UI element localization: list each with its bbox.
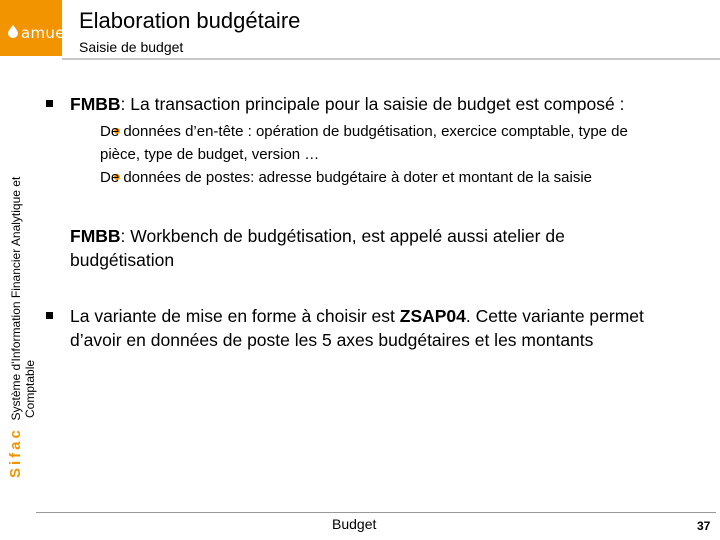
bullet-3 xyxy=(70,304,670,352)
logo-text: amue xyxy=(21,24,65,42)
bullet-square-icon xyxy=(46,312,53,319)
header-divider xyxy=(62,58,720,60)
side-line-2: Comptable xyxy=(23,359,37,418)
slide-title: Elaboration budgétaire xyxy=(79,8,301,33)
amue-logo xyxy=(0,0,65,56)
side-line-1: Système d'Information Financier Analytique et xyxy=(9,176,23,421)
footer-label: Budget xyxy=(332,516,377,532)
footer-divider xyxy=(36,512,716,513)
bullet-3-suffix: . Cette variante permet d’avoir en données de poste les 5 axes budgétaires et les montants xyxy=(70,306,644,350)
paragraph-2-text: : Workbench de budgétisation, est appelé aussi atelier de budgétisation xyxy=(70,226,565,270)
bullet-1-text: : La transaction principale pour la saisie de budget est composé : xyxy=(120,94,625,114)
side-banner xyxy=(9,108,37,478)
paragraph-2 xyxy=(70,224,670,272)
paragraph-2-bold: FMBB xyxy=(70,226,121,246)
bullet-3-bold: ZSAP04 xyxy=(399,306,466,326)
header xyxy=(0,0,720,56)
sub-bullet-2-text: De données de postes: adresse budgétaire à doter et montant de la saisie xyxy=(100,169,592,186)
logo-drop-icon xyxy=(6,24,20,38)
bullet-1 xyxy=(70,92,710,116)
bullet-square-icon xyxy=(46,100,53,107)
slide-subtitle: Saisie de budget xyxy=(79,39,184,55)
side-brand: Sifac xyxy=(7,427,24,478)
page-number: 37 xyxy=(697,519,711,533)
bullet-3-prefix: La variante de mise en forme à choisir est xyxy=(70,306,400,326)
bullet-1-bold: FMBB xyxy=(70,94,121,114)
sub-bullet-1-text: De données d’en-tête : opération de budgétisation, exercice comptable, type de pièce, type de budget, version … xyxy=(100,123,628,163)
